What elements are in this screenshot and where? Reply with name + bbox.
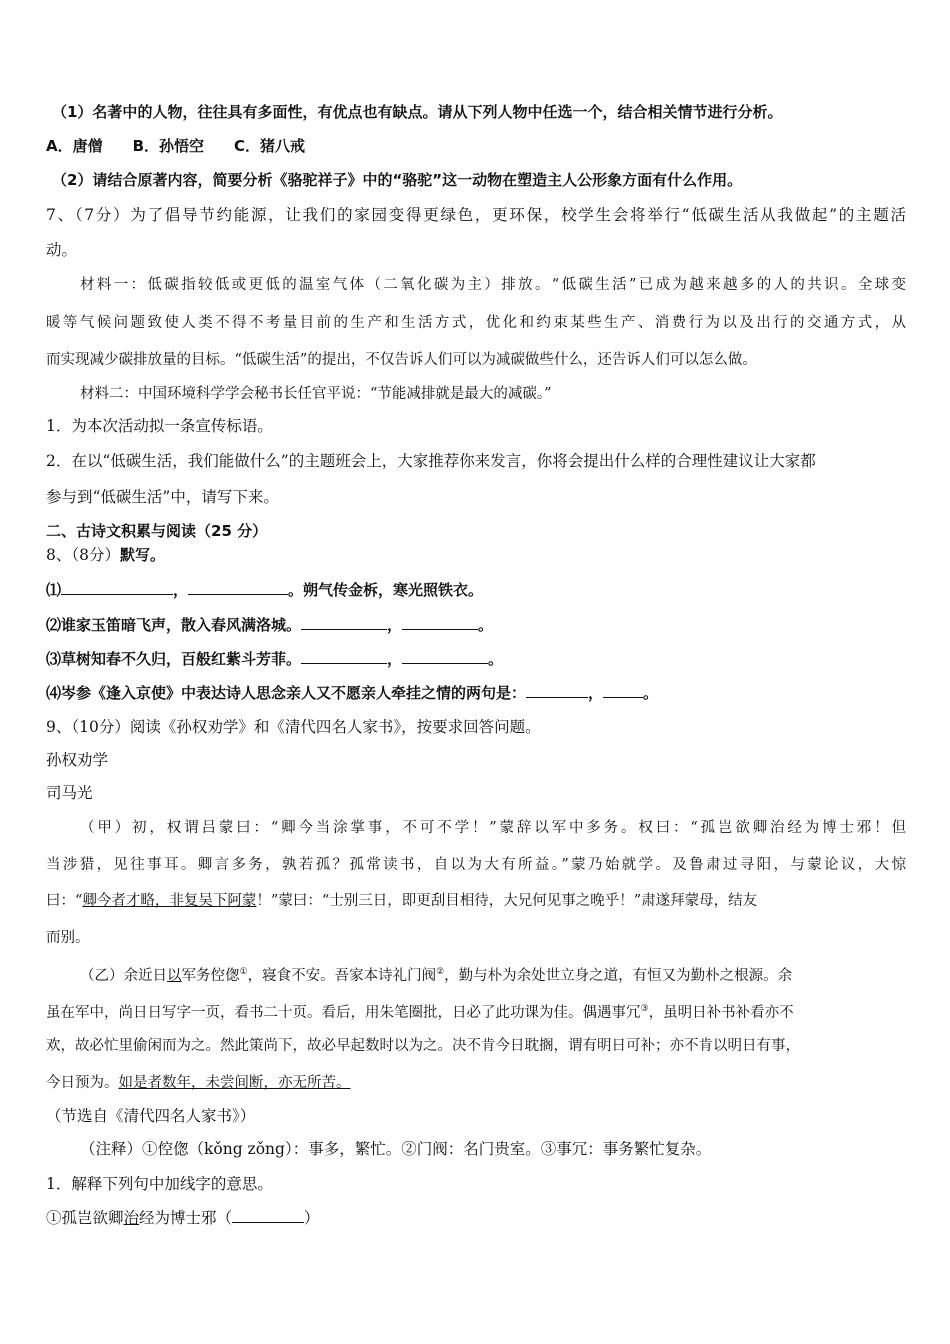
q9-jia-underlined: 卿今者才略，非复吴下阿蒙	[82, 893, 257, 909]
q9-yi-line1-a: （乙）余近日	[80, 967, 167, 984]
q8-stem-bold: 默写。	[119, 546, 165, 564]
q9-yi-line1-c: ，寝食不安。吾家本诗礼门阀	[247, 967, 437, 984]
q9-jia-line3-b: ！”蒙曰：“士别三日，即更刮目相待，大兄何见事之晚乎！”肃遂拜蒙母，结友	[256, 893, 758, 909]
q9-passage-author: 司马光	[46, 784, 93, 802]
q8-l1-sep: ，	[173, 581, 189, 599]
q8-l3-sep: ，	[387, 650, 403, 668]
q7-material1-line2: 暖等气候问题致使人类不得不考量目前的生产和生活方式，优化和约束某些生产、消费行为以及出行的交通方式，从	[46, 315, 906, 331]
q9-jia-line3	[46, 891, 906, 911]
q7-stem-line1: 7、（7分）为了倡导节约能源，让我们的家园变得更绿色，更环保，校学生会将举行“低碳生活从我做起”的主题活	[46, 206, 906, 224]
note-marker: ③	[640, 1004, 649, 1014]
answer-blank[interactable]	[301, 615, 387, 630]
q8-l4-sep: ，	[588, 684, 604, 702]
q7-stem-line2: 动。	[46, 241, 78, 259]
answer-blank[interactable]	[301, 649, 387, 664]
note-marker: ①	[239, 967, 248, 977]
q9-yi-line4	[46, 1073, 906, 1093]
q9-stem: 9、（10分）阅读《孙权劝学》和《清代四名人家书》，按要求回答问题。	[46, 718, 541, 736]
q6-options: A．唐僧 B．孙悟空 C．猪八戒	[46, 137, 306, 155]
answer-blank[interactable]	[603, 683, 643, 698]
note-marker: ②	[436, 967, 445, 977]
q9-sub1-underlined-char: 治	[123, 1209, 140, 1227]
q7-sub1: 1．为本次活动拟一条宣传标语。	[46, 417, 273, 435]
q7-material2: 材料二：中国环境科学学会秘书长任官平说：“节能减排就是最大的减碳。”	[80, 386, 552, 402]
q9-yi-line1-d: ，勤与朴为余处世立身之道，有恒又为勤朴之根源。余	[444, 967, 793, 984]
q8-stem-prefix: 8、（8分）	[46, 546, 120, 564]
q8-line2	[46, 615, 906, 635]
q7-sub2-line1: 2．在以“低碳生活，我们能做什么”的主题班会上，大家推荐你来发言，你将会提出什么样的合理性建议让大家都	[46, 452, 816, 470]
q9-notes: （注释）①倥偬（kǒng zǒng）：事多，繁忙。②门阀：名门贵室。③事冗：事务繁忙复杂。	[80, 1140, 712, 1158]
answer-blank[interactable]	[61, 580, 173, 595]
q9-jia-line3-a: 曰：“	[46, 893, 83, 909]
section2-title: 二、古诗文积累与阅读（25 分）	[46, 522, 268, 540]
q9-sub1-item-a: ①孤岂欲卿	[46, 1209, 124, 1227]
q9-yi-line2	[46, 999, 906, 1023]
q9-sub1: 1．解释下列句中加线字的意思。	[46, 1175, 273, 1193]
q9-yi-line1	[80, 962, 906, 986]
q6-part2: （2）请结合原著内容，简要分析《骆驼祥子》中的“骆驼”这一动物在塑造主人公形象方面有什么作用。	[52, 171, 743, 189]
q8-l1-num: ⑴	[46, 581, 62, 599]
q9-jia-line4: 而别。	[46, 930, 90, 946]
q7-sub2-line2: 参与到“低碳生活”中，请写下来。	[46, 488, 279, 506]
q8-l4-text: ⑷岑参《逢入京使》中表达诗人思念亲人又不愿亲人牵挂之情的两句是：	[46, 684, 527, 702]
q9-yi-line4-a: 今日预为。	[46, 1075, 119, 1091]
q7-material1-line1: 材料一：低碳指较低或更低的温室气体（二氧化碳为主）排放。“低碳生活”已成为越来越多的人的共识。全球变	[80, 277, 906, 293]
q6-part1: （1）名著中的人物，往往具有多面性，有优点也有缺点。请从下列人物中任选一个，结合相关情节进行分析。	[52, 103, 783, 121]
q8-l1-text: 。朔气传金柝，寒光照铁衣。	[288, 581, 484, 599]
q9-jia-line2: 当涉猎，见往事耳。卿言多务，孰若孤？孤常读书，自以为大有所益。”蒙乃始就学。及鲁肃过寻阳，与蒙论议，大惊	[46, 857, 906, 873]
q8-l3-text: ⑶草树知春不久归，百般红紫斗芳菲。	[46, 650, 302, 668]
q8-l4-end: 。	[643, 684, 659, 702]
q9-yi-line2-b: ，虽明日补书补看亦不	[648, 1004, 794, 1021]
q9-sub1-item	[46, 1208, 906, 1228]
q8-l2-sep: ，	[387, 616, 403, 634]
answer-blank[interactable]	[526, 683, 588, 698]
q9-passage-title: 孙权劝学	[46, 751, 109, 769]
answer-blank[interactable]	[188, 580, 288, 595]
q7-material1-line3: 而实现减少碳排放量的目标。“低碳生活”的提出，不仅告诉人们可以为减碳做些什么，还告诉人们可以怎么做。	[46, 352, 757, 368]
q9-sub1-item-end: ）	[304, 1209, 320, 1227]
answer-blank[interactable]	[402, 649, 488, 664]
q8-line3	[46, 649, 906, 669]
q8-stem	[46, 545, 906, 565]
q9-source: （节选自《清代四名人家书》）	[46, 1107, 256, 1125]
q8-l3-end: 。	[488, 650, 504, 668]
q9-yi-line2-a: 虽在军中，尚日日写字一页，看书二十页。看后，用朱笔圈批，日必了此功课为佳。偶遇事冗	[46, 1004, 641, 1021]
answer-blank[interactable]	[232, 1208, 304, 1223]
q9-yi-underlined: 如是者数年，未尝间断，亦无所苦。	[118, 1075, 351, 1091]
q8-l2-end: 。	[478, 616, 494, 634]
q8-line1	[46, 580, 906, 600]
q8-l2-text: ⑵谁家玉笛暗飞声，散入春风满洛城。	[46, 616, 302, 634]
q9-jia-line1: （甲）初，权谓吕蒙曰：“卿今当涂掌事，不可不学！”蒙辞以军中多务。权曰：“孤岂欲卿治经为博士邪！但	[80, 820, 906, 836]
q9-yi-line1-b: 军务倥偬	[181, 967, 240, 984]
q8-line4	[46, 683, 906, 703]
q9-sub1-item-b: 经为博士邪（	[139, 1209, 233, 1227]
q9-yi-underlined-char: 以	[167, 967, 182, 984]
q9-yi-line3: 欢，故必忙里偷闲而为之。然此策尚下，故必早起数时以为之。决不肯今日耽搁，谓有明日可补；亦不肯以明日有事，	[46, 1038, 800, 1054]
answer-blank[interactable]	[402, 615, 478, 630]
